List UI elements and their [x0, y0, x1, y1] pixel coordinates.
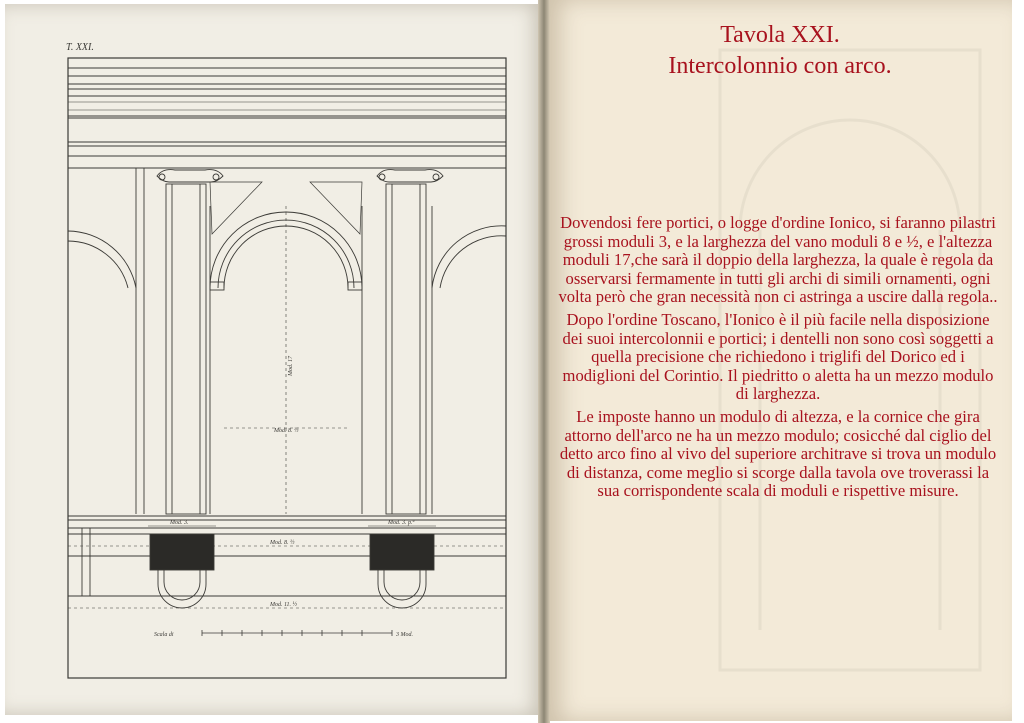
title-line-2: Intercolonnio con arco.	[668, 53, 892, 79]
column-right	[377, 170, 443, 514]
label-scale: Scala di	[154, 632, 174, 638]
arch-left	[68, 231, 136, 288]
label-mod-3-right: Mod. 3. p.ª	[388, 520, 415, 526]
label-mod-8-half-lower: Mod. 8. ½	[270, 540, 295, 546]
label-mod-8-half: Mod. 8. ½	[274, 428, 299, 434]
paragraph-2: Dopo l'ordine Toscano, l'Ionico è il più facile nella disposizione dei suoi intercolonnii e portici; i dentelli non sono così soggetti a quella precisione che richiedono i triglifi del Dorico ed i modiglioni del Corintio. Il piedritto o aletta ha un mezzo modulo di larghezza.	[562, 309, 994, 404]
label-mod-17: Mod. 17	[288, 356, 294, 376]
title-line-1: Tavola XXI.	[720, 22, 840, 48]
description-text	[556, 214, 1000, 505]
arch-right	[432, 226, 506, 288]
label-scale-end: 3 Mod.	[396, 632, 413, 638]
book-gutter	[538, 0, 550, 723]
plate-label: T. XXI.	[66, 42, 94, 53]
drawing-frame	[68, 58, 506, 678]
scale-bar	[202, 630, 392, 636]
plate-title	[560, 20, 1000, 82]
paragraph-3: Le imposte hanno un modulo di altezza, e la cornice che gira attorno dell'arco ne ha un mezzo modulo; cosicché dal ciglio del detto arco fino al vivo del superiore architrave si trova un modulo di distanza, come meglio si scorge dalla tavola ove troverassi la sua corrispondente scala di moduli e rispettive misure.	[559, 406, 997, 501]
label-mod-11-half: Mod. 11. ½	[270, 602, 298, 608]
dentil-row	[68, 102, 506, 110]
paragraph-1: Dovendosi fere portici, o logge d'ordine Ionico, si faranno pilastri grossi moduli 3, e la larghezza del vano moduli 8 e ½, e l'altezza moduli 17,che sarà il doppio della larghezza, la quale è regola da osservarsi fermamente in tutti gli archi di simili ornamenti, ogni volta però che gran necessità non ci astringa a uscire dalla regola..	[558, 213, 998, 307]
architectural-drawing	[62, 56, 522, 686]
label-mod-3-left: Mod. 3.	[170, 520, 189, 526]
column-left	[157, 170, 223, 514]
